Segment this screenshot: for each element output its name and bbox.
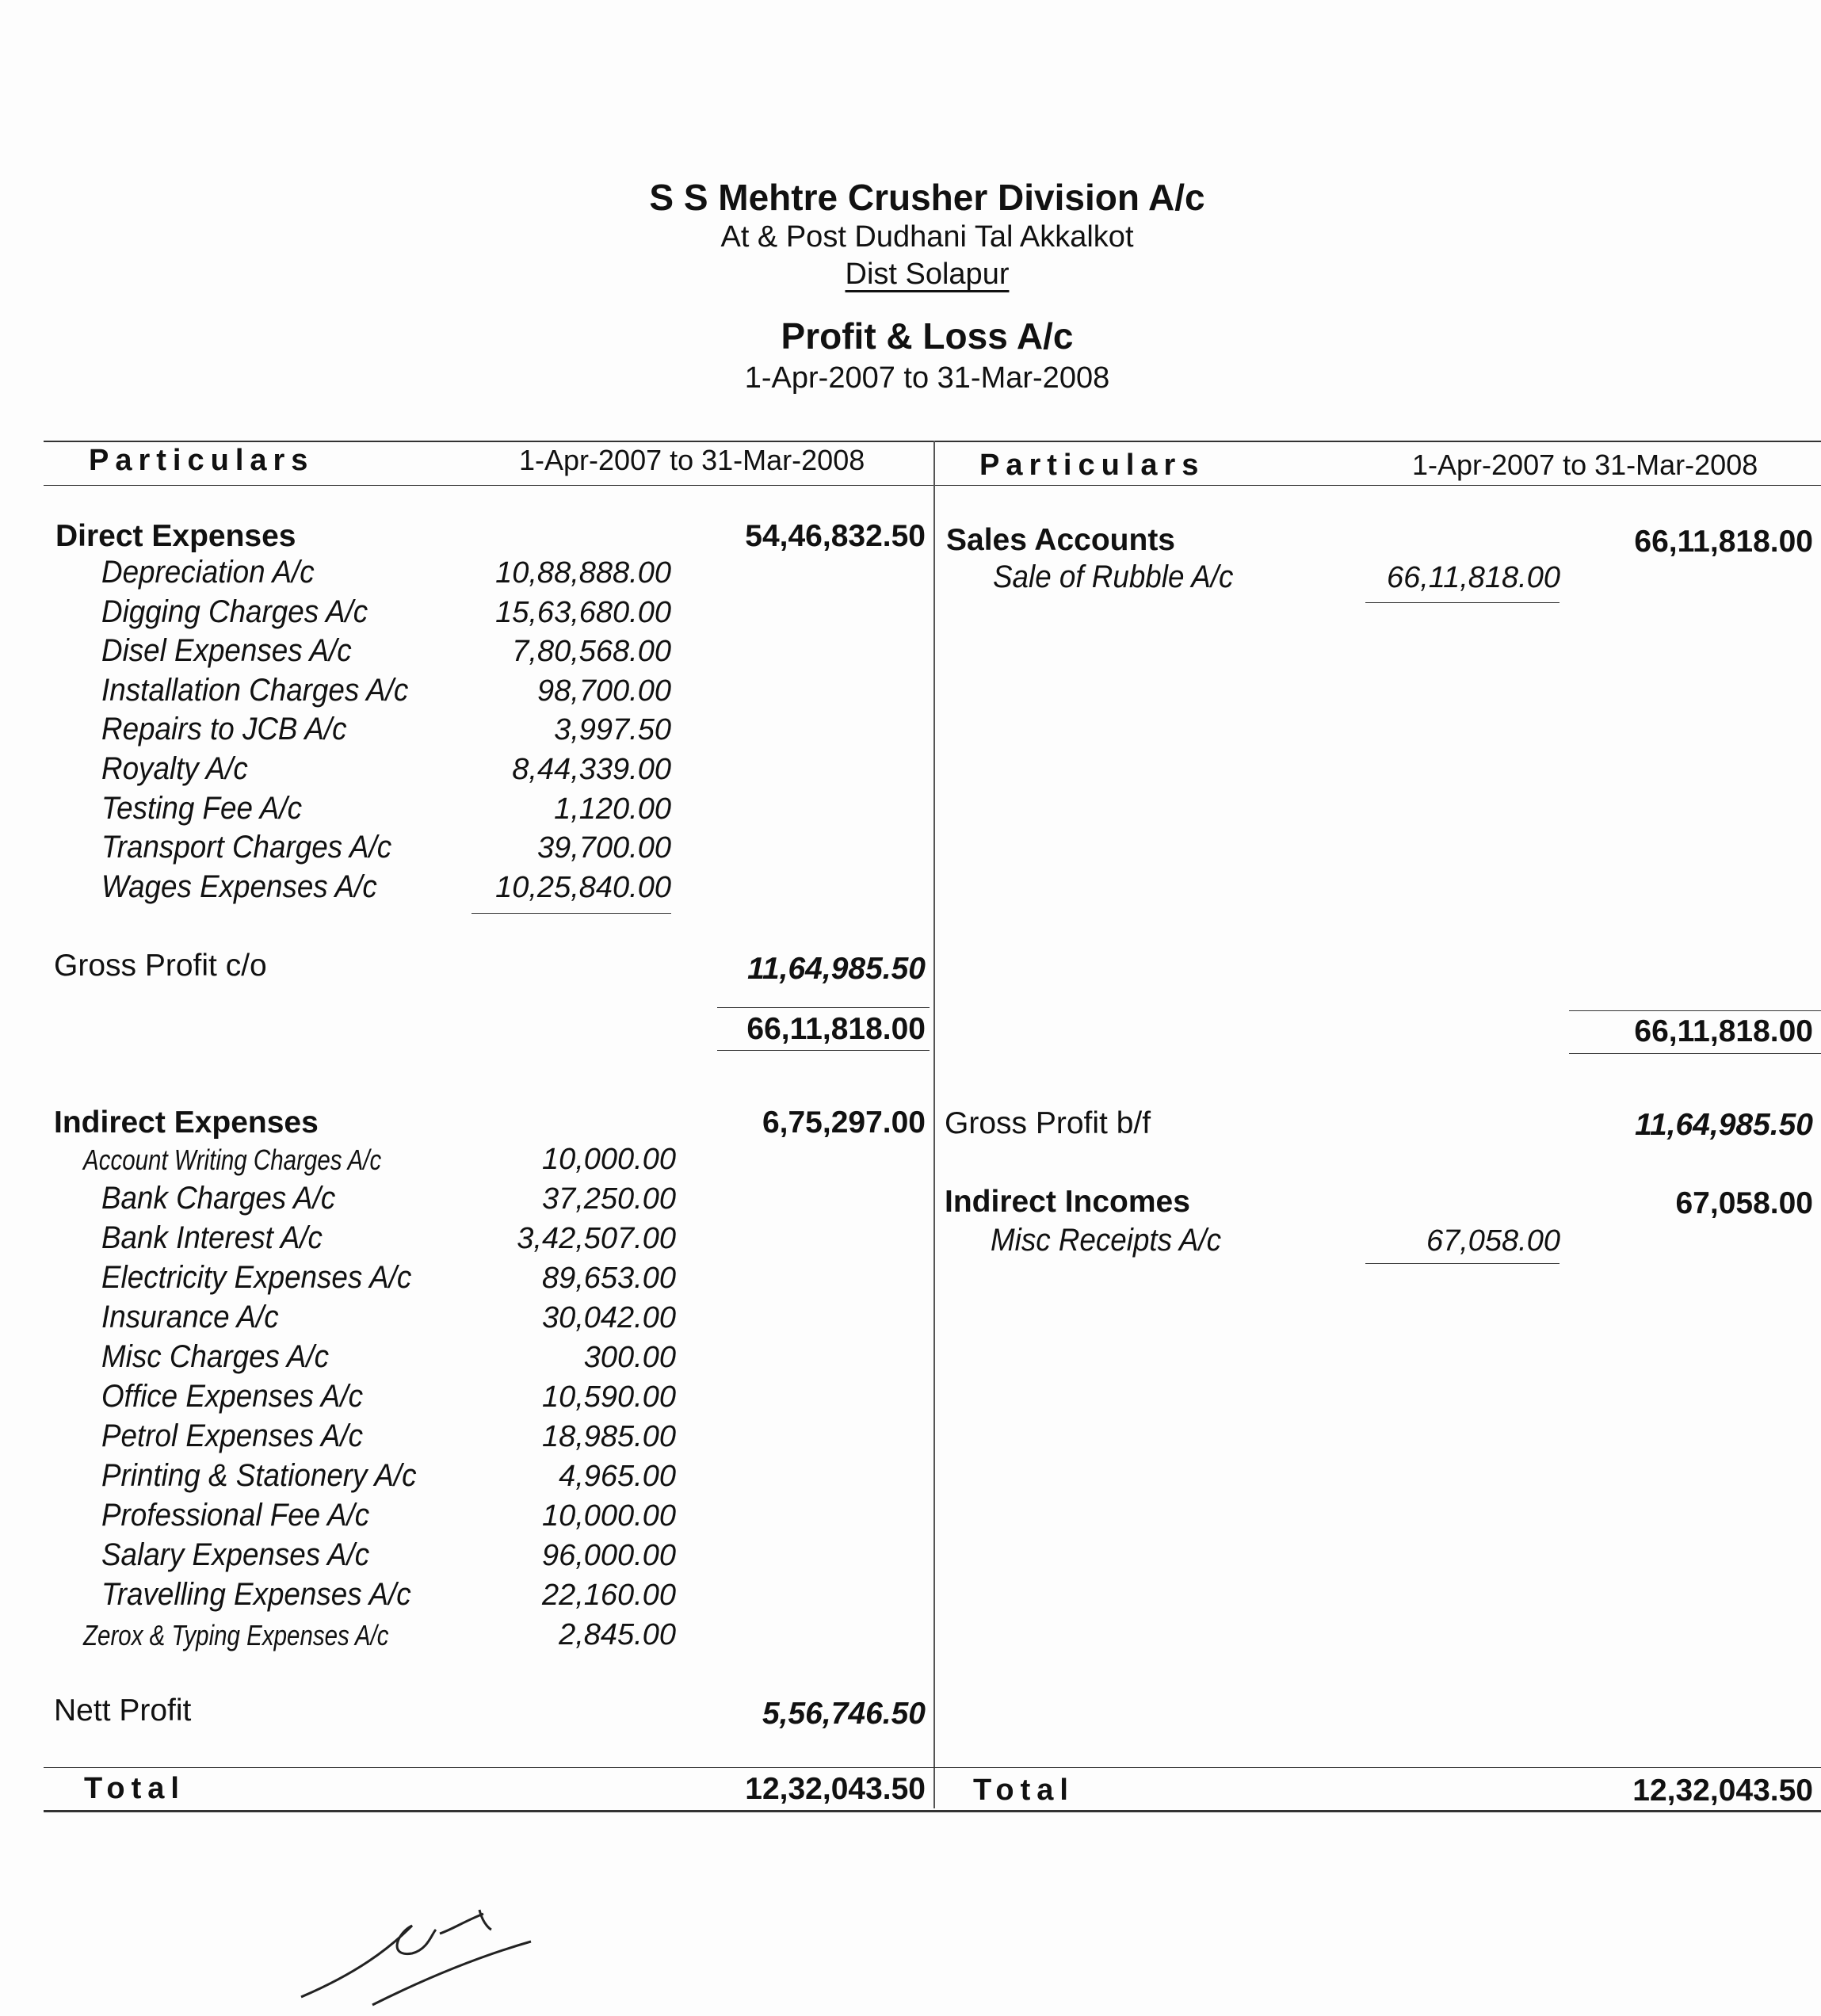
line-item-amount: 3,42,507.00: [517, 1222, 676, 1255]
line-item-label: Disel Expenses A/c: [101, 633, 352, 669]
line-item-amount: 98,700.00: [536, 674, 671, 708]
line-item-label: Bank Interest A/c: [101, 1220, 323, 1255]
line-item-label: Bank Charges A/c: [101, 1181, 336, 1216]
gross-profit-bf-label: Gross Profit b/f: [945, 1106, 1151, 1140]
line-item-label: Depreciation A/c: [101, 555, 315, 590]
company-name: S S Mehtre Crusher Division A/c: [649, 177, 1205, 218]
line-item-label: Printing & Stationery A/c: [101, 1458, 417, 1493]
total-bottom-rule: [44, 1810, 1821, 1812]
gross-profit-co-label: Gross Profit c/o: [54, 949, 267, 983]
line-item-label: Salary Expenses A/c: [101, 1537, 370, 1572]
line-item-amount: 15,63,680.00: [495, 595, 671, 629]
line-item-amount: 96,000.00: [541, 1539, 676, 1572]
line-item-amount: 10,000.00: [541, 1499, 676, 1533]
header-bottom-rule: [44, 485, 1821, 486]
misc-receipts-label: Misc Receipts A/c: [991, 1223, 1222, 1258]
right-subtotal-top-rule: [1569, 1010, 1821, 1011]
left-subtotal-bottom-rule: [717, 1050, 930, 1051]
line-item-amount: 39,700.00: [536, 831, 671, 865]
gross-profit-bf-amount: 11,64,985.50: [1635, 1108, 1813, 1142]
line-item-label: Insurance A/c: [101, 1300, 279, 1334]
line-item-amount: 3,997.50: [554, 713, 671, 747]
line-item-amount: 8,44,339.00: [512, 753, 671, 786]
table-top-rule: [44, 441, 1821, 442]
total-top-rule: [44, 1767, 1821, 1768]
signature: [293, 1886, 547, 2013]
line-item-label: Travelling Expenses A/c: [101, 1577, 411, 1612]
line-item-amount: 10,590.00: [541, 1380, 676, 1414]
address-line-2: Dist Solapur: [845, 258, 1010, 291]
indirect-incomes-label: Indirect Incomes: [945, 1185, 1190, 1219]
left-subtotal-top-rule: [717, 1007, 930, 1008]
line-item-label: Royalty A/c: [101, 751, 248, 786]
indirect-incomes-total: 67,058.00: [1675, 1186, 1813, 1220]
left-period-header: 1-Apr-2007 to 31-Mar-2008: [519, 444, 865, 476]
line-item-amount: 18,985.00: [541, 1420, 676, 1453]
gross-profit-co-amount: 11,64,985.50: [747, 952, 926, 986]
line-item-amount: 2,845.00: [559, 1618, 676, 1651]
right-subtotal: 66,11,818.00: [1634, 1014, 1813, 1048]
line-item-amount: 30,042.00: [541, 1301, 676, 1334]
line-item-amount: 10,25,840.00: [495, 870, 671, 904]
line-item-amount: 7,80,568.00: [512, 635, 671, 669]
left-total-amount: 12,32,043.50: [745, 1772, 926, 1806]
line-item-label: Petrol Expenses A/c: [101, 1418, 364, 1453]
sales-accounts-total: 66,11,818.00: [1634, 525, 1813, 559]
line-item-label: Transport Charges A/c: [101, 830, 392, 865]
right-subtotal-bottom-rule: [1569, 1053, 1821, 1054]
left-subtotal: 66,11,818.00: [746, 1012, 926, 1046]
line-item-amount: 1,120.00: [554, 792, 671, 826]
indirect-expenses-total: 6,75,297.00: [762, 1105, 926, 1140]
nett-profit-label: Nett Profit: [54, 1693, 192, 1728]
line-item-label: Zerox & Typing Expenses A/c: [83, 1619, 389, 1651]
line-item-label: Digging Charges A/c: [101, 594, 368, 629]
line-item-label: Installation Charges A/c: [101, 672, 409, 708]
address-line-1: At & Post Dudhani Tal Akkalkot: [720, 220, 1134, 254]
line-item-label: Electricity Expenses A/c: [101, 1260, 412, 1295]
line-item-label: Account Writing Charges A/c: [83, 1144, 382, 1176]
sales-rule: [1365, 602, 1559, 603]
line-item-label: Wages Expenses A/c: [101, 869, 377, 904]
sales-accounts-label: Sales Accounts: [946, 523, 1175, 557]
line-item-amount: 4,965.00: [559, 1460, 676, 1493]
right-total-label: Total: [973, 1774, 1075, 1807]
direct-subtotal-rule: [471, 913, 671, 914]
line-item-amount: 22,160.00: [541, 1579, 676, 1612]
sale-of-rubble-label: Sale of Rubble A/c: [993, 559, 1234, 594]
column-divider: [933, 441, 935, 1808]
line-item-label: Testing Fee A/c: [101, 790, 302, 826]
left-particulars-header: Particulars: [89, 444, 315, 477]
right-period-header: 1-Apr-2007 to 31-Mar-2008: [1412, 449, 1758, 481]
sale-of-rubble-amount: 66,11,818.00: [1386, 561, 1560, 594]
line-item-amount: 89,653.00: [541, 1262, 676, 1295]
right-particulars-header: Particulars: [979, 449, 1205, 482]
misc-receipts-amount: 67,058.00: [1426, 1224, 1560, 1258]
line-item-label: Repairs to JCB A/c: [101, 712, 347, 747]
line-item-amount: 10,88,888.00: [495, 556, 671, 590]
line-item-amount: 300.00: [583, 1341, 676, 1374]
report-title: Profit & Loss A/c: [781, 315, 1074, 357]
report-period: 1-Apr-2007 to 31-Mar-2008: [744, 361, 1110, 395]
misc-receipts-rule: [1365, 1263, 1559, 1264]
left-total-label: Total: [84, 1772, 185, 1805]
direct-expenses-total: 54,46,832.50: [745, 519, 926, 553]
right-total-amount: 12,32,043.50: [1632, 1774, 1813, 1808]
nett-profit-amount: 5,56,746.50: [762, 1697, 926, 1731]
line-item-label: Misc Charges A/c: [101, 1339, 329, 1374]
line-item-amount: 37,250.00: [541, 1182, 676, 1216]
line-item-amount: 10,000.00: [541, 1143, 676, 1176]
line-item-label: Office Expenses A/c: [101, 1379, 363, 1414]
line-item-label: Professional Fee A/c: [101, 1498, 370, 1533]
direct-expenses-label: Direct Expenses: [55, 519, 296, 553]
indirect-expenses-label: Indirect Expenses: [54, 1105, 319, 1140]
